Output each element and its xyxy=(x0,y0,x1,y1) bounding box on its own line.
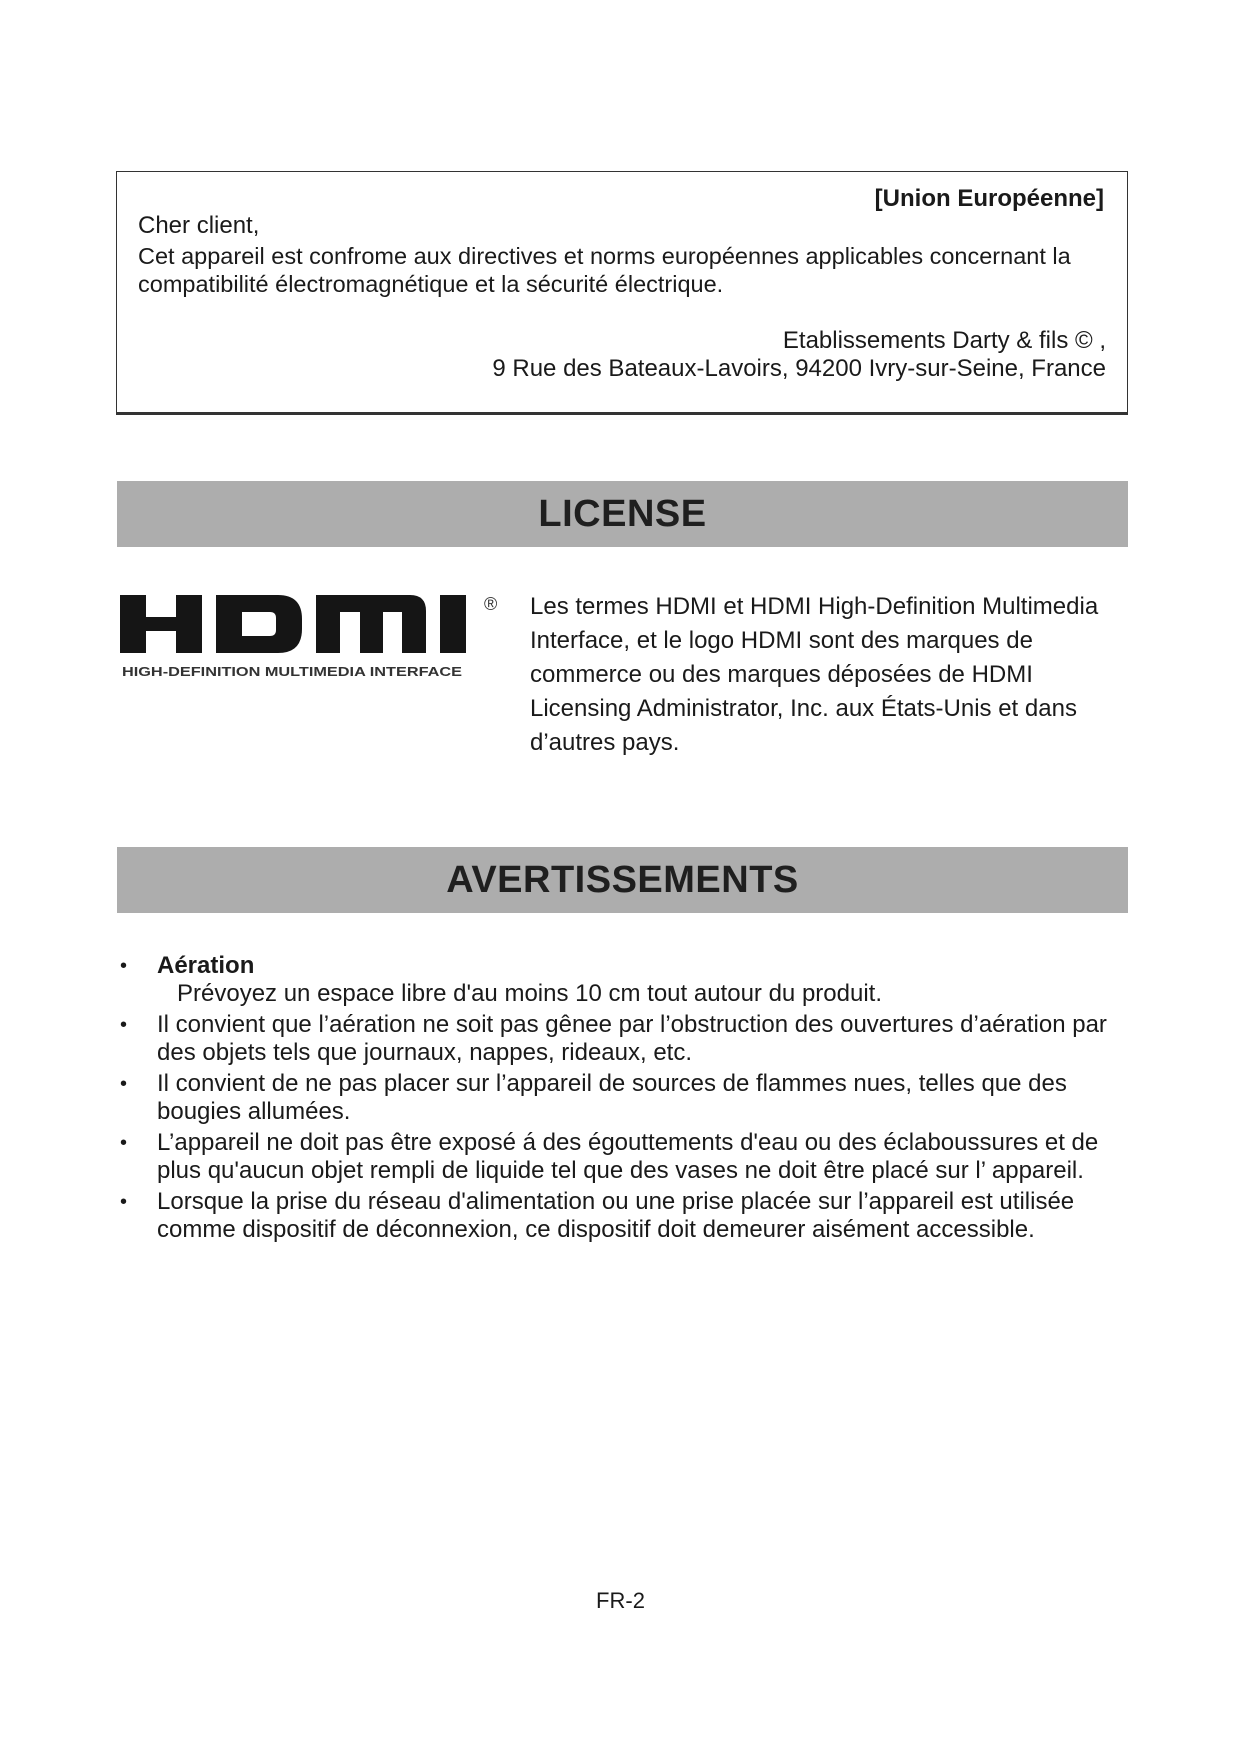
warning-item xyxy=(120,1011,1140,1067)
hdmi-registered-mark: ® xyxy=(484,594,498,614)
bullet: • xyxy=(120,1073,128,1095)
license-text: Les termes HDMI et HDMI High-Definition Multimedia Interface, et le logo HDMI sont des marques de commerce ou des marques déposées de HDMI Licensing Administrator, Inc. aux États-Unis et dans d’autres pays. xyxy=(530,593,1099,756)
eu-notice-address: 9 Rue des Bateaux-Lavoirs, 94200 Ivry-sur-Seine, France xyxy=(492,355,1106,382)
warning-item xyxy=(120,1070,1140,1126)
eu-notice-signature xyxy=(492,327,1106,383)
warning-text: Lorsque la prise du réseau d'alimentation ou une prise placée sur l’appareil est utilisée comme dispositif de déconnexion, ce dispositif doit demeurer aisément accessible. xyxy=(157,1188,1075,1243)
license-heading: LICENSE xyxy=(117,481,1128,547)
eu-notice-tag: [Union Européenne] xyxy=(874,185,1104,212)
eu-notice-box xyxy=(116,171,1128,415)
warning-item xyxy=(120,1188,1140,1244)
warning-title: Aération xyxy=(157,952,255,979)
warnings-list xyxy=(120,952,1140,1247)
hdmi-logo-tagline: HIGH-DEFINITION MULTIMEDIA INTERFACE xyxy=(122,665,462,679)
bullet: • xyxy=(120,955,128,977)
bullet: • xyxy=(120,1132,128,1154)
bullet: • xyxy=(120,1014,128,1036)
eu-notice-greeting: Cher client, xyxy=(138,212,260,239)
bullet: • xyxy=(120,1191,128,1213)
warning-text: Il convient que l’aération ne soit pas gênee par l’obstruction des ouvertures d’aération par des objets tels que journaux, nappes, rideaux, etc. xyxy=(157,1011,1107,1066)
hdmi-logo xyxy=(120,590,510,680)
eu-notice-body: Cet appareil est confrome aux directives et norms européennes applicables concernant la compatibilité électromagnétique et la sécurité électrique. xyxy=(138,243,1071,297)
warning-text: L’appareil ne doit pas être exposé á des égouttements d'eau ou des éclaboussures et de plus qu'aucun objet rempli de liquide tel que des vases ne doit être placé sur l’ appareil. xyxy=(157,1129,1099,1184)
eu-notice-company: Etablissements Darty & fils © , xyxy=(782,327,1106,354)
page-number: FR-2 xyxy=(596,1588,645,1613)
warnings-heading: AVERTISSEMENTS xyxy=(117,847,1128,913)
warning-item-aeration xyxy=(120,952,1140,1008)
warning-item xyxy=(120,1129,1140,1185)
warning-text: Il convient de ne pas placer sur l’appareil de sources de flammes nues, telles que des bougies allumées. xyxy=(157,1070,1067,1125)
warning-text: Prévoyez un espace libre d'au moins 10 cm tout autour du produit. xyxy=(177,980,882,1007)
